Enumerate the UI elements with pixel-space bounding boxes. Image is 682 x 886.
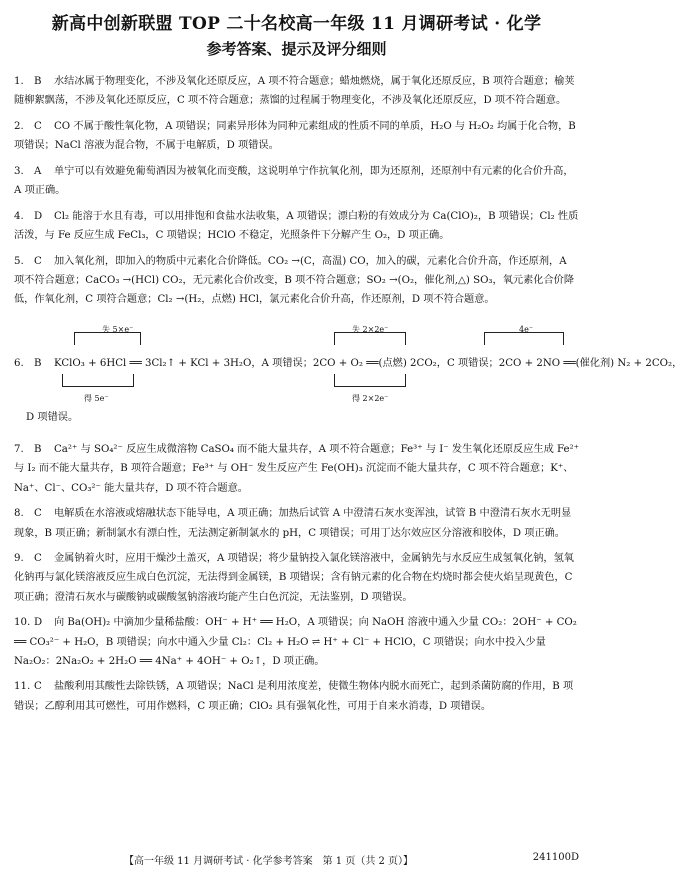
q6-tail: D 项错误。	[26, 411, 79, 423]
item-answer: A	[34, 165, 42, 177]
item-answer: C	[34, 255, 42, 267]
item-answer: B	[34, 444, 42, 456]
item-answer: D	[34, 210, 43, 222]
electron-transfer-bracket-bottom-1	[62, 374, 134, 387]
answer-item-5	[14, 252, 579, 310]
footer-page-info: 【高一年级 11 月调研考试 · 化学参考答案 第 1 页（共 2 页）】	[124, 856, 414, 867]
item-explanation: 水结冰属于物理变化，不涉及氧化还原反应，A 项不符合题意；蜡烛燃烧，属于氧化还原反应，B 项符合题意；榆荚随柳絮飘荡，不涉及氧化还原反应，C 项不符合题意；蒸馏的过程属于物理变化，不涉及氧化还原反应，D 项不符合题意。	[14, 76, 575, 107]
item-number: 11.	[14, 681, 31, 693]
equation-1: KClO₃ + 6HCl ══ 3Cl₂↑ + KCl + 3H₂O，A 项错误；	[54, 357, 313, 369]
item-answer: C	[34, 508, 42, 520]
item-explanation: 向 Ba(OH)₂ 中滴加少量稀盐酸：OH⁻ + H⁺ ══ H₂O，A 项错误；向 NaOH 溶液中通入少量 CO₂：2OH⁻ + CO₂ ══ CO₃²⁻ + H₂O，B 项错误；向水中通入少量 Cl₂：Cl₂ + H₂O ⇌ H⁺ + Cl⁻ + HClO，C 项错误；向水中投入少量 Na₂O₂：2Na₂O₂ + 2H₂O ══ 4Na⁺ + 4OH⁻ + O₂↑，D 项正确。	[14, 617, 577, 667]
item-answer: C	[34, 681, 42, 693]
item-number: 1.	[14, 76, 24, 87]
answer-item-6	[14, 316, 682, 434]
item-number: 10.	[14, 617, 31, 629]
answer-list	[14, 72, 682, 716]
equation-3: 2CO + 2NO ══(催化剂) N₂ + 2CO₂，	[498, 357, 682, 369]
item-number: 5.	[14, 255, 24, 267]
item-explanation: 盐酸利用其酸性去除铁锈，A 项错误；NaCl 是利用浓度差，使微生物体内脱水而死亡，起到杀菌防腐的作用，B 项错误；乙醇利用其可燃性，可用作燃料，C 项正确；ClO₂ 具有强氧化性，可用于自来水消毒，D 项错误。	[14, 681, 574, 712]
electron-transfer-label-3: 4e⁻	[519, 324, 534, 334]
item-answer: C	[34, 553, 42, 565]
item-number: 2.	[14, 120, 24, 132]
q6-equation-line	[14, 354, 682, 373]
item-explanation: 加入氧化剂，即加入的物质中元素化合价降低。CO₂ →(C，高温) CO，加入的碳，元素化合价升高，作还原剂，A 项不符合题意；CaCO₃ →(HCl) CO₂，无元素化合价改变，B 项不符合题意；SO₂ →(O₂，催化剂,△) SO₃，氧元素化合价降低，作氧化剂，C 项符合题意；Cl₂ →(H₂，点燃) HCl，氯元素化合价升高，作还原剂，D 项不符合题意。	[14, 255, 575, 306]
answer-item-3	[14, 162, 579, 200]
item-explanation: 电解质在水溶液或熔融状态下能导电，A 项正确；加热后试管 A 中澄清石灰水变浑浊，试管 B 中澄清石灰水无明显现象，B 项正确；新制氯水有漂白性，无法测定新制氯水的 pH，C 项错误；可用丁达尔效应区分溶液和胶体，D 项正确。	[14, 508, 572, 539]
answer-item-1	[14, 72, 579, 110]
electron-loss-label-1: 失 5×e⁻	[102, 324, 134, 334]
electron-loss-label-2: 失 2×2e⁻	[352, 324, 389, 334]
item-answer: C	[34, 120, 42, 132]
item-number: 8.	[14, 508, 24, 520]
answer-item-2	[14, 117, 579, 155]
item-number: 4.	[14, 210, 24, 222]
electron-gain-label-1: 得 5e⁻	[84, 393, 109, 403]
item-explanation: 金属钠着火时，应用干燥沙土盖灭，A 项错误；将少量钠投入氯化镁溶液中，金属钠先与水反应生成氢氧化钠，氢氧化钠再与氯化镁溶液反应生成白色沉淀，无法得到金属镁，B 项错误；含有钠元素的化合物在灼烧时都会使火焰呈现黄色，C 项正确；澄清石灰水与碳酸钠或碳酸氢钠溶液均能产生白色沉淀，无法鉴别，D 项错误。	[14, 553, 574, 603]
item-explanation: Cl₂ 能溶于水且有毒，可以用排饱和食盐水法收集，A 项错误；漂白粉的有效成分为 Ca(ClO)₂，B 项错误；Cl₂ 性质活泼，与 Fe 反应生成 FeCl₃，C 项错误；HClO 不稳定，光照条件下分解产生 O₂，D 项正确。	[14, 210, 579, 241]
footer-code: 241100D	[532, 852, 579, 863]
item-answer: B	[34, 357, 42, 369]
electron-gain-label-2: 得 2×2e⁻	[352, 393, 389, 403]
electron-transfer-bracket-bottom-2	[334, 374, 406, 387]
electron-transfer-bracket-top-1	[74, 332, 141, 345]
item-answer: B	[34, 76, 42, 87]
page-title: 新高中创新联盟 TOP 二十名校高一年级 11 月调研考试 · 化学	[51, 14, 542, 34]
equation-2: 2CO + O₂ ══(点燃) 2CO₂，C 项错误；	[312, 357, 499, 369]
item-number: 7.	[14, 444, 24, 456]
item-explanation: CO 不属于酸性氧化物，A 项错误；同素异形体为同种元素组成的性质不同的单质，H₂O 与 H₂O₂ 均属于化合物，B 项错误；NaCl 溶液为混合物，不属于电解质，D 项错误。	[14, 120, 576, 152]
electron-transfer-bracket-top-2	[334, 332, 406, 345]
answer-item-10	[14, 613, 579, 671]
answer-item-11	[14, 677, 579, 715]
item-number: 6.	[14, 357, 24, 369]
item-number: 3.	[14, 165, 24, 177]
answer-item-4	[14, 207, 579, 245]
page-subtitle: 参考答案、提示及评分细则	[206, 40, 387, 58]
item-explanation: 单宁可以有效避免葡萄酒因为被氧化而变酸，这说明单宁作抗氧化剂，即为还原剂，还原剂中有元素的化合价升高，A 项正确。	[14, 165, 574, 197]
item-answer: D	[34, 617, 43, 629]
answer-item-8	[14, 504, 579, 542]
item-explanation: Ca²⁺ 与 SO₄²⁻ 反应生成微溶物 CaSO₄ 而不能大量共存，A 项不符合题意；Fe³⁺ 与 I⁻ 发生氧化还原反应生成 Fe²⁺ 与 I₂ 而不能大量共存，B 项符合题意；Fe³⁺ 与 OH⁻ 发生反应产生 Fe(OH)₃ 沉淀而不能大量共存，C 项不符合题意；K⁺、Na⁺、Cl⁻、CO₃²⁻ 能大量共存，D 项不符合题意。	[14, 444, 580, 494]
item-number: 9.	[14, 553, 24, 565]
electron-transfer-bracket-top-3	[484, 332, 564, 345]
answer-item-9	[14, 549, 579, 607]
answer-item-7	[14, 440, 579, 498]
